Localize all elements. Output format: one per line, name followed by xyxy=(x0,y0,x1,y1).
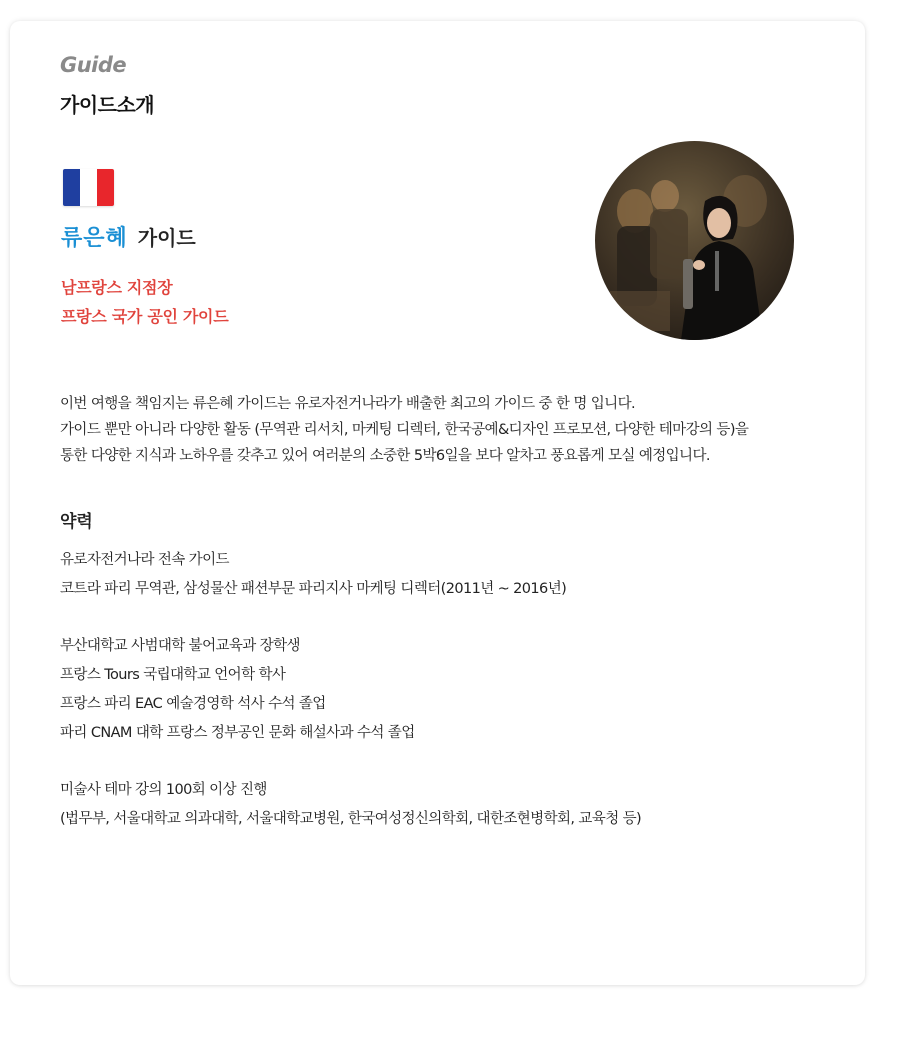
career-group-work xyxy=(60,546,850,604)
guide-name-suffix: 가이드 xyxy=(137,226,196,250)
intro-line: 가이드 뿐만 아니라 다양한 활동 (무역관 리서치, 마케팅 디렉터, 한국공예&디자인 프로모션, 다양한 테마강의 등)을 xyxy=(60,422,749,438)
career-item: 부산대학교 사범대학 불어교육과 장학생 xyxy=(60,638,300,654)
section-label-en: Guide xyxy=(60,53,127,77)
section-title: 가이드소개 xyxy=(60,93,155,117)
career-item: 유로자전거나라 전속 가이드 xyxy=(60,552,229,568)
guide-title-branch: 남프랑스 지점장 xyxy=(61,278,173,297)
guide-title-license: 프랑스 국가 공인 가이드 xyxy=(61,307,229,326)
guide-titles xyxy=(61,273,228,331)
career-group-lectures xyxy=(60,776,850,834)
career-group-education xyxy=(60,632,850,748)
guide-introduction xyxy=(60,391,850,469)
france-flag-icon xyxy=(63,169,114,206)
career-item: 프랑스 파리 EAC 예술경영학 석사 수석 졸업 xyxy=(60,696,326,712)
career-item: 미술사 테마 강의 100회 이상 진행 xyxy=(60,782,267,798)
career-heading: 약력 xyxy=(60,512,93,532)
guide-name-row xyxy=(61,221,196,251)
guide-profile-photo xyxy=(595,141,794,340)
flag-band-red xyxy=(97,169,114,206)
career-list xyxy=(60,546,850,862)
intro-line: 이번 여행을 책임지는 류은혜 가이드는 유로자전거나라가 배출한 최고의 가이드 중 한 명 입니다. xyxy=(60,396,635,412)
flag-band-blue xyxy=(63,169,80,206)
career-item: 파리 CNAM 대학 프랑스 정부공인 문화 해설사과 수석 졸업 xyxy=(60,725,415,741)
career-item: 코트라 파리 무역관, 삼성물산 패션부문 파리지사 마케팅 디렉터(2011년 ~ 2016년) xyxy=(60,581,567,597)
intro-line: 통한 다양한 지식과 노하우를 갖추고 있어 여러분의 소중한 5박6일을 보다 알차고 풍요롭게 모실 예정입니다. xyxy=(60,448,710,464)
guide-name: 류은혜 xyxy=(61,226,128,251)
career-item: (법무부, 서울대학교 의과대학, 서울대학교병원, 한국여성정신의학회, 대한조현병학회, 교육청 등) xyxy=(60,811,642,827)
guide-card xyxy=(10,21,865,985)
flag-band-white xyxy=(80,169,97,206)
career-item: 프랑스 Tours 국립대학교 언어학 학사 xyxy=(60,667,286,683)
